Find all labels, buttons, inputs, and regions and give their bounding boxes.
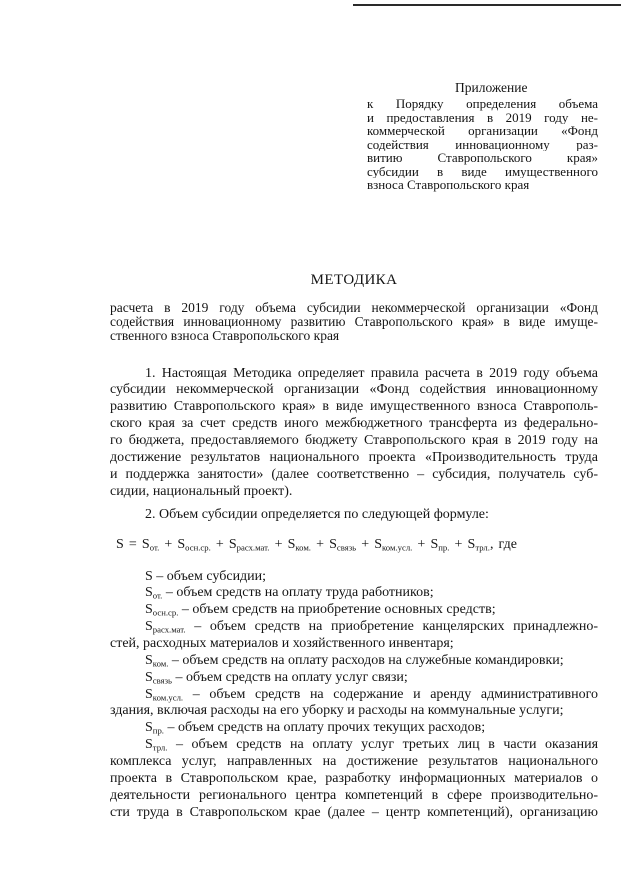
formula-plus-sign: + bbox=[164, 537, 173, 552]
definition-first-line bbox=[110, 737, 598, 754]
formula-result-symbol: S bbox=[116, 537, 124, 552]
header-rule bbox=[353, 4, 621, 6]
appendix-line: витию Ставропольского края» bbox=[367, 151, 598, 165]
formula-symbol: S bbox=[287, 537, 296, 552]
paragraph-line: 2. Объем субсидии определяется по следующей формуле: bbox=[145, 506, 489, 522]
definition-item bbox=[110, 619, 598, 653]
definition-subscript: пр. bbox=[152, 725, 164, 736]
paragraph-line: субсидии некоммерческой организации «Фонд содействия инновационному bbox=[110, 382, 598, 398]
formula-plus-sign: + bbox=[361, 537, 370, 552]
formula-symbol: S bbox=[141, 537, 150, 552]
definition-symbol: S bbox=[145, 720, 153, 736]
formula-plus-sign: + bbox=[417, 537, 426, 552]
paragraph-2 bbox=[110, 507, 598, 524]
definition-first-line bbox=[110, 569, 598, 586]
definition-text-line: комплекса услуг, направленных на достижение результатов национального bbox=[110, 753, 598, 769]
formula-term bbox=[288, 537, 311, 552]
definition-item bbox=[110, 585, 598, 602]
definition-text: – объем средств на приобретение основных средств; bbox=[181, 602, 496, 618]
appendix-line: взноса Ставропольского края bbox=[367, 178, 530, 192]
definition-text: – объем средств на содержание и аренду административного bbox=[192, 686, 598, 702]
formula-symbol: S bbox=[430, 537, 439, 552]
definition-symbol: S bbox=[145, 686, 153, 702]
paragraph-1 bbox=[110, 366, 598, 501]
paragraph-line: сидии, национальный проект). bbox=[110, 483, 293, 499]
appendix-title: Приложение bbox=[455, 80, 528, 95]
formula-plus-sign: + bbox=[215, 537, 224, 552]
definition-text-line: проекта в Ставропольском крае, разработку информационных материалов о bbox=[110, 770, 598, 786]
definition-text-line: деятельности регионального центра компетенций в сфере производительно- bbox=[110, 787, 598, 803]
formula-symbol: S bbox=[329, 537, 337, 552]
definition-symbol: S bbox=[145, 619, 153, 635]
definition-item bbox=[110, 602, 598, 619]
formula-term bbox=[374, 537, 412, 552]
definition-text-line: стей, расходных материалов и хозяйственного инвентаря; bbox=[110, 635, 454, 651]
definition-text: – объем субсидии; bbox=[156, 568, 267, 584]
formula-symbol: S bbox=[228, 537, 237, 552]
definition-subscript: ком. bbox=[152, 658, 169, 669]
paragraph-line: 1. Настоящая Методика определяет правила расчета в 2019 году объема bbox=[145, 365, 598, 381]
definition-first-line bbox=[110, 653, 598, 670]
definition-item bbox=[110, 687, 598, 721]
formula-subscript: трл. bbox=[475, 542, 490, 553]
formula-term bbox=[229, 537, 270, 552]
definition-subscript: связь bbox=[152, 675, 172, 686]
definition-item bbox=[110, 569, 598, 586]
document-subtitle bbox=[110, 301, 598, 343]
definition-symbol: S bbox=[145, 737, 153, 753]
definition-item bbox=[110, 737, 598, 821]
formula-symbol: S bbox=[374, 537, 383, 552]
appendix-line: и предоставления в 2019 году не- bbox=[367, 110, 598, 124]
formula-term bbox=[430, 537, 449, 552]
formula-subscript: ком. bbox=[295, 542, 311, 553]
document-subtitle-line: содействия инновационному развитию Ставропольского края» в виде имуще- bbox=[110, 315, 598, 329]
formula-subscript: ком.усл. bbox=[382, 542, 413, 553]
appendix-line: коммерческой организации «Фонд bbox=[367, 124, 598, 138]
definition-text-line: сти труда в Ставропольском крае (далее – центр компетенций), организацию bbox=[110, 804, 598, 820]
formula-plus-sign: + bbox=[316, 537, 324, 552]
definition-text: – объем средств на оплату прочих текущих расходов; bbox=[167, 720, 486, 736]
appendix-block bbox=[367, 97, 598, 192]
formula-subscript: расх.мат. bbox=[236, 542, 270, 553]
formula-symbol: S bbox=[467, 537, 476, 552]
definition-first-line bbox=[110, 720, 598, 737]
definition-symbol: S bbox=[145, 568, 153, 584]
appendix-line: к Порядку определения объема bbox=[367, 97, 598, 111]
formula-plus-sign: + bbox=[274, 537, 283, 552]
appendix-line: содействия инновационному раз- bbox=[367, 137, 598, 151]
formula-subscript: связь bbox=[336, 542, 357, 553]
paragraph-line: го бюджета, предоставляемого бюджету Ставропольского края в 2019 году на bbox=[110, 433, 598, 449]
formula-subscript: от. bbox=[149, 542, 160, 553]
formula-suffix: , где bbox=[489, 537, 517, 552]
definition-text: – объем средств на оплату услуг третьих лиц в части оказания bbox=[175, 737, 598, 753]
formula-term bbox=[142, 537, 159, 552]
definition-text: – объем средств на оплату услуг связи; bbox=[175, 669, 408, 685]
paragraph-line: ского края за счет средств иного межбюджетного трансферта из федерально- bbox=[110, 416, 598, 432]
definition-subscript: осн.ср. bbox=[152, 607, 179, 618]
formula-plus-sign: + bbox=[454, 537, 463, 552]
subsidy-formula bbox=[116, 536, 586, 554]
formula-subscript: пр. bbox=[438, 542, 450, 553]
formula-equals-sign: = bbox=[128, 537, 137, 552]
paragraph-line: достижение результатов национального проекта «Производительность труда bbox=[110, 450, 598, 466]
definition-subscript: от. bbox=[152, 590, 163, 601]
formula-term bbox=[468, 537, 490, 552]
paragraph-line: развитию Ставропольского края» в виде имущественного взноса Ставрополь- bbox=[110, 399, 598, 415]
definition-first-line bbox=[110, 687, 598, 704]
definition-symbol: S bbox=[145, 602, 153, 618]
definition-item bbox=[110, 720, 598, 737]
definition-symbol: S bbox=[145, 669, 153, 685]
definition-subscript: ком.усл. bbox=[152, 691, 184, 702]
definition-subscript: расх.мат. bbox=[152, 624, 186, 635]
formula-subscript: осн.ср. bbox=[185, 542, 211, 553]
definition-first-line bbox=[110, 670, 598, 687]
appendix-line: субсидии в виде имущественного bbox=[367, 164, 598, 178]
document-subtitle-line: ственного взноса Ставропольского края bbox=[110, 329, 340, 343]
definition-text: – объем средств на оплату труда работников; bbox=[165, 585, 434, 601]
formula-term bbox=[177, 537, 210, 552]
definition-first-line bbox=[110, 585, 598, 602]
document-subtitle-line: расчета в 2019 году объема субсидии некоммерческой организации «Фонд bbox=[110, 301, 598, 315]
formula-definitions bbox=[110, 569, 598, 822]
definition-subscript: трл. bbox=[152, 742, 168, 753]
definition-symbol: S bbox=[145, 652, 153, 668]
definition-item bbox=[110, 670, 598, 687]
definition-symbol: S bbox=[145, 585, 153, 601]
paragraph-line: и поддержка занятости» (далее соответственно – субсидия, получатель суб- bbox=[110, 466, 598, 482]
document-title: МЕТОДИКА bbox=[310, 272, 398, 288]
definition-first-line bbox=[110, 619, 598, 636]
definition-first-line bbox=[110, 602, 598, 619]
definition-item bbox=[110, 653, 598, 670]
formula-term bbox=[329, 537, 356, 552]
formula-symbol: S bbox=[177, 537, 186, 552]
definition-text: – объем средств на оплату расходов на служебные командировки; bbox=[171, 652, 564, 668]
definition-text: – объем средств на приобретение канцелярских принадлежно- bbox=[194, 619, 598, 635]
definition-text-line: здания, включая расходы на его уборку и расходы на коммунальные услуги; bbox=[110, 703, 564, 719]
